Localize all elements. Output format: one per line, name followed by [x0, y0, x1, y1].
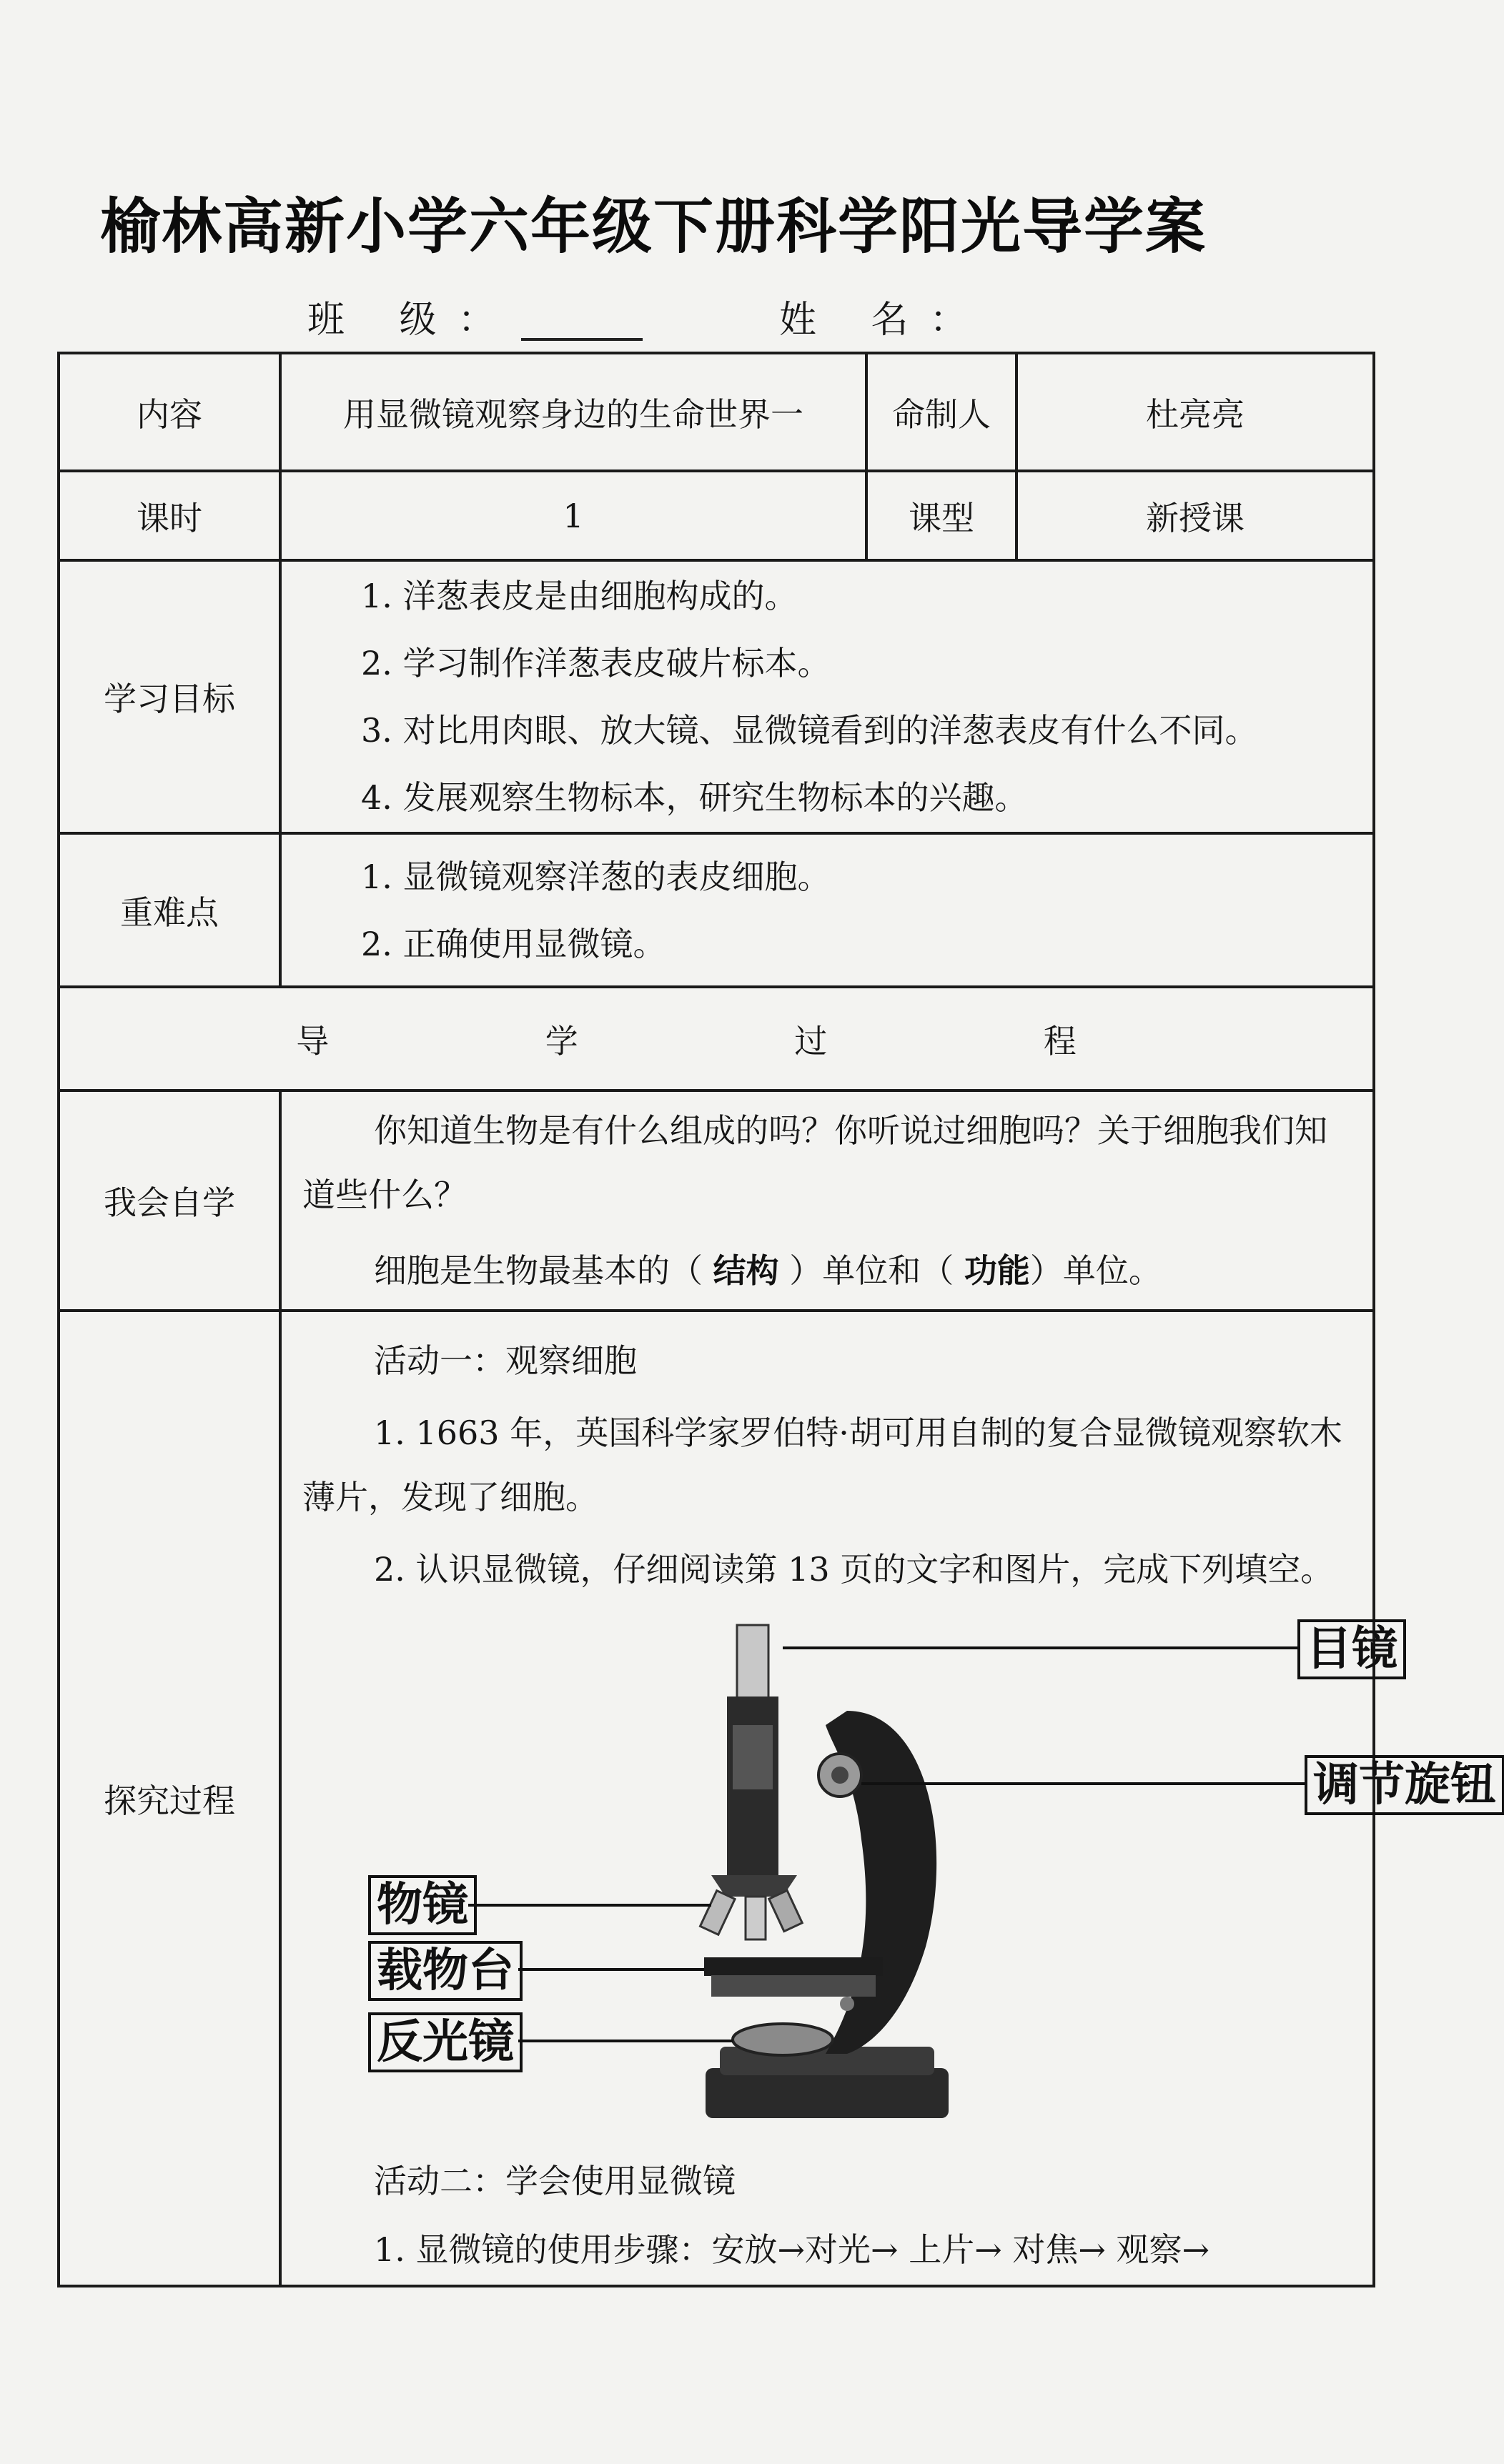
- knob-leader-line: [861, 1782, 1305, 1785]
- fill-prefix: 细胞是生物最基本的（: [374, 1251, 703, 1290]
- class-field: [307, 289, 643, 343]
- content-label: 内容: [59, 353, 280, 471]
- name-field: [779, 289, 989, 343]
- page-title: 榆林高新小学六年级下册科学阳光导学案: [100, 192, 1207, 262]
- goal-item: 1. 洋葱表皮是由细胞构成的。: [361, 577, 798, 615]
- self-study-label: 我会自学: [59, 1091, 280, 1311]
- activity2-title: 活动二：学会使用显微镜: [374, 2162, 736, 2200]
- stage-leader-line: [518, 1968, 704, 1971]
- process-char: 学: [545, 1021, 581, 1060]
- activity2-item1: 1. 显微镜的使用步骤：安放→对光→ 上片→ 对焦→ 观察→: [374, 2230, 1210, 2269]
- label-stage[interactable]: 载物台: [368, 1941, 523, 2001]
- class-label: 班 级：: [307, 299, 517, 342]
- fill-answer-function[interactable]: 功能: [964, 1251, 1030, 1290]
- process-heading: [59, 987, 1374, 1091]
- explore-cell: [280, 1311, 1496, 2286]
- goal-item: 3. 对比用肉眼、放大镜、显微镜看到的洋葱表皮有什么不同。: [361, 711, 1258, 750]
- process-char: 程: [1043, 1021, 1079, 1060]
- goal-item: 4. 发展观察生物标本，研究生物标本的兴趣。: [361, 778, 1028, 817]
- period-label: 课时: [59, 471, 280, 560]
- label-eyepiece[interactable]: 目镜: [1297, 1619, 1406, 1679]
- author-label: 命制人: [866, 353, 1016, 471]
- key-item: 1. 显微镜观察洋葱的表皮细胞。: [361, 857, 831, 896]
- activity1-title: 活动一：观察细胞: [374, 1341, 637, 1380]
- content-value: 用显微镜观察身边的生命世界一: [280, 353, 866, 471]
- mirror-leader-line: [518, 2040, 733, 2042]
- key-item: 2. 正确使用显微镜。: [361, 924, 666, 963]
- class-blank[interactable]: [521, 305, 643, 341]
- label-mirror[interactable]: 反光镜: [368, 2012, 523, 2072]
- eyepiece-leader-line: [783, 1646, 1297, 1649]
- self-study-cell: [280, 1091, 1374, 1311]
- row-self-study: [59, 1091, 1374, 1311]
- objective-leader-line: [468, 1904, 711, 1907]
- goal-item: 2. 学习制作洋葱表皮破片标本。: [361, 644, 831, 682]
- lesson-table: [57, 352, 1496, 2287]
- activity1-item2: 2. 认识显微镜，仔细阅读第 13 页的文字和图片，完成下列填空。: [374, 1550, 1334, 1589]
- self-study-question: 你知道生物是有什么组成的吗？你听说过细胞吗？关于细胞我们知道些什么？: [302, 1111, 1327, 1214]
- author-value: 杜亮亮: [1016, 353, 1374, 471]
- goals-label: 学习目标: [59, 560, 280, 833]
- label-objective[interactable]: 物镜: [368, 1875, 477, 1935]
- fill-suffix: ）单位。: [1029, 1251, 1162, 1290]
- explore-label: 探究过程: [59, 1311, 280, 2286]
- row-process-heading: [59, 987, 1374, 1091]
- row-content: [59, 353, 1374, 471]
- row-period: [59, 471, 1374, 560]
- goals-cell: [280, 560, 1374, 833]
- period-value: 1: [280, 471, 866, 560]
- self-study-fill: [282, 1233, 1372, 1308]
- activity1-item1: 1. 1663 年，英国科学家罗伯特·胡可用自制的复合显微镜观察软木薄片，发现了细胞。: [302, 1414, 1342, 1516]
- row-goals: [59, 560, 1374, 833]
- process-char: 过: [794, 1021, 831, 1060]
- process-char: 导: [296, 1021, 332, 1060]
- name-label: 姓 名：: [779, 299, 989, 342]
- microscope-figure: [282, 1604, 1504, 2147]
- label-knob[interactable]: 调节旋钮: [1305, 1755, 1504, 1815]
- type-value: 新授课: [1016, 471, 1374, 560]
- type-label: 课型: [866, 471, 1016, 560]
- row-explore: [59, 1311, 1374, 2286]
- fill-mid: ）单位和（: [789, 1251, 954, 1290]
- fill-answer-structure[interactable]: 结构: [713, 1251, 779, 1290]
- row-key-points: [59, 833, 1374, 987]
- key-cell: [280, 833, 1374, 987]
- key-label: 重难点: [59, 833, 280, 987]
